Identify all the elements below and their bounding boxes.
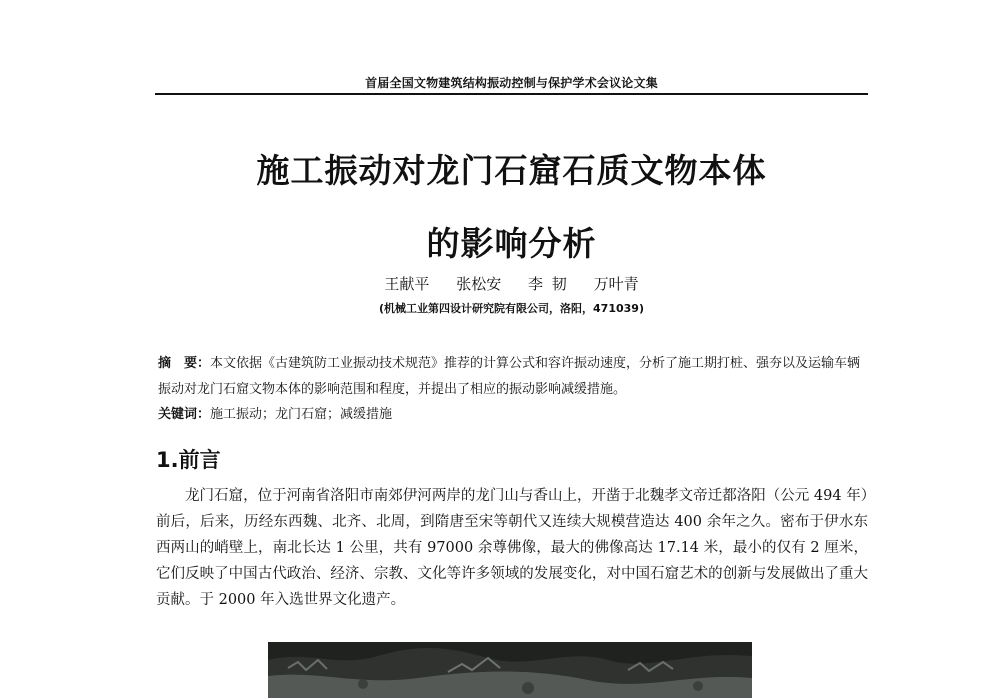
figure-photo [268, 642, 752, 698]
abstract-label: 摘 要： [158, 356, 211, 371]
cliff-photo-image [268, 642, 752, 698]
paper-title-line-2: 的影响分析 [426, 224, 597, 263]
author-name: 李 韧 [528, 275, 567, 293]
body-paragraph: 龙门石窟，位于河南省洛阳市南郊伊河两岸的龙门山与香山上，开凿于北魏孝文帝迁都洛阳（公元 494 年）前后，后来，历经东西魏、北齐、北周，到隋唐至宋等朝代又连续大规模营造达 400 余年之久。密布于伊水东西两山的峭壁上，南北长达 1 公里，共有 97000 余尊佛像，最大的佛像高达 17.14 米，最小的仅有 2 厘米，它们反映了中国古代政治、经济、宗教、文化等许多领域的发展变化，对中国石窟艺术的创新与发展做出了重大贡献。于 2000 年入选世界文化遗产。 [156, 488, 868, 608]
header-rule [155, 93, 868, 95]
keywords-text: 施工振动；龙门石窟；减缓措施 [210, 407, 393, 422]
keywords [158, 403, 868, 427]
paper-title-line-1: 施工振动对龙门石窟石质文物本体 [256, 151, 767, 190]
abstract [158, 351, 868, 403]
author-name: 王献平 [384, 275, 430, 293]
affiliation: (机械工业第四设计研究院有限公司，洛阳，471039) [379, 302, 644, 315]
keywords-label: 关键词： [158, 407, 211, 422]
author-name: 张松安 [456, 275, 502, 293]
author-list [155, 273, 868, 294]
running-header: 首届全国文物建筑结构振动控制与保护学术会议论文集 [365, 76, 658, 90]
section-heading: 1.前言 [156, 448, 221, 472]
author-name: 万叶青 [593, 275, 639, 293]
abstract-text: 本文依据《古建筑防工业振动技术规范》推荐的计算公式和容许振动速度，分析了施工期打桩、强夯以及运输车辆振动对龙门石窟文物本体的影响范围和程度，并提出了相应的振动影响减缓措施。 [158, 356, 861, 397]
